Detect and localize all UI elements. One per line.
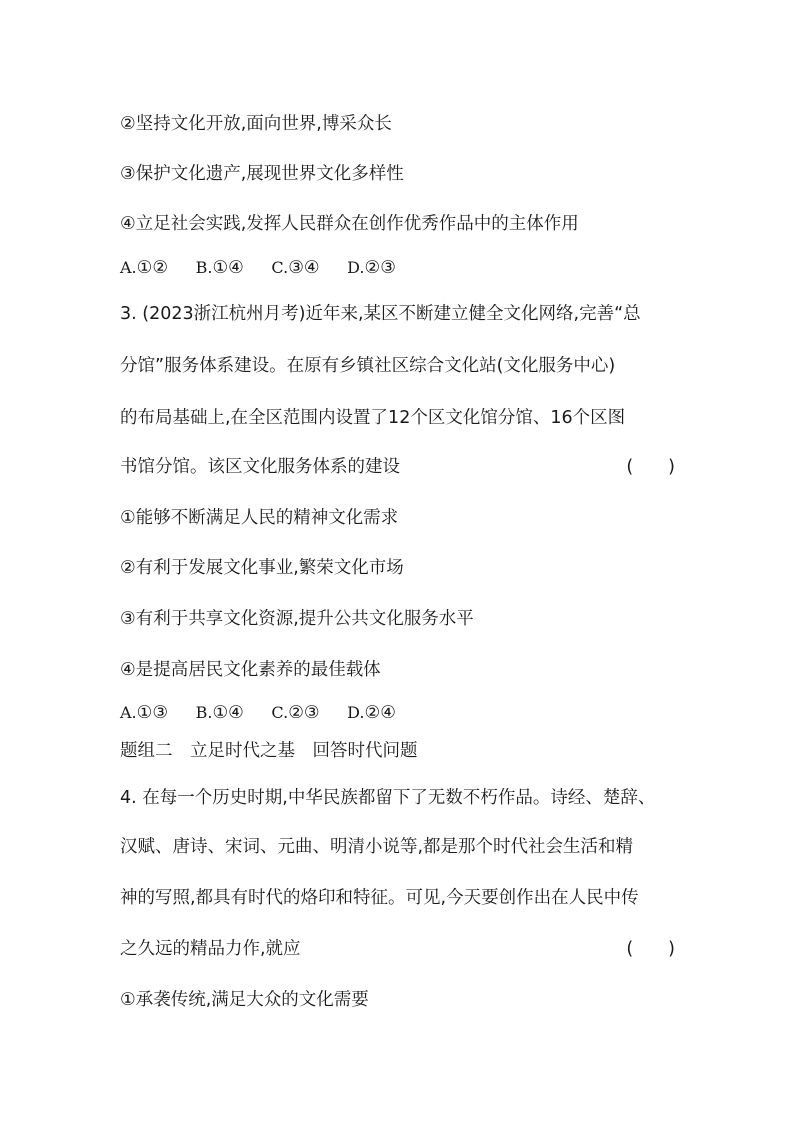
- q3-stem-text: 书馆分馆。该区文化服务体系的建设: [120, 457, 400, 477]
- q3-stem-line-2: 分馆”服务体系建设。在原有乡镇社区综合文化站(文化服务中心): [120, 356, 616, 376]
- q2-choice-d: D.②③: [347, 258, 396, 278]
- q4-stem-line-2: 汉赋、唐诗、宋词、元曲、明清小说等,都是那个时代社会生活和精: [120, 837, 634, 857]
- q3-option-1: ①能够不断满足人民的精神文化需求: [120, 508, 399, 528]
- q3-choice-a: A.①③: [120, 703, 169, 723]
- q3-stem-line-3: 的布局基础上,在全区范围内设置了12个区文化馆分馆、16个区图: [120, 408, 626, 428]
- q2-choice-c: C.③④: [271, 258, 320, 278]
- section-heading: 题组二 立足时代之基 回答时代问题: [120, 741, 418, 761]
- q3-choice-b: B.①④: [195, 703, 244, 723]
- q3-choice-d: D.②④: [347, 703, 396, 723]
- q3-stem-line-1: 3. (2023浙江杭州月考)近年来,某区不断建立健全文化网络,完善“总: [120, 304, 641, 324]
- q4-stem-line-4: [120, 937, 675, 961]
- q3-option-4: ④是提高居民文化素养的最佳载体: [120, 660, 381, 680]
- q2-option-4: ④立足社会实践,发挥人民群众在创作优秀作品中的主体作用: [120, 214, 579, 234]
- q2-choice-b: B.①④: [195, 258, 244, 278]
- q4-stem-line-3: 神的写照,都具有时代的烙印和特征。可见,今天要创作出在人民中传: [120, 888, 639, 908]
- q3-choices: [120, 701, 418, 725]
- q3-answer-blank: ( ): [626, 457, 675, 477]
- q4-option-1: ①承袭传统,满足大众的文化需要: [120, 990, 369, 1010]
- q2-option-3: ③保护文化遗产,展现世界文化多样性: [120, 164, 404, 184]
- q4-stem-line-1: 4. 在每一个历史时期,中华民族都留下了无数不朽作品。诗经、楚辞、: [120, 788, 656, 808]
- q4-answer-blank: ( ): [626, 939, 675, 959]
- q4-stem-text: 之久远的精品力作,就应: [120, 939, 301, 959]
- q2-option-2: ②坚持文化开放,面向世界,博采众长: [120, 114, 392, 134]
- q2-choice-a: A.①②: [120, 258, 169, 278]
- q3-option-2: ②有利于发展文化事业,繁荣文化市场: [120, 558, 404, 578]
- q2-choices: [120, 256, 418, 280]
- q3-choice-c: C.②③: [271, 703, 320, 723]
- q3-stem-line-4: [120, 455, 675, 479]
- q3-option-3: ③有利于共享文化资源,提升公共文化服务水平: [120, 609, 474, 629]
